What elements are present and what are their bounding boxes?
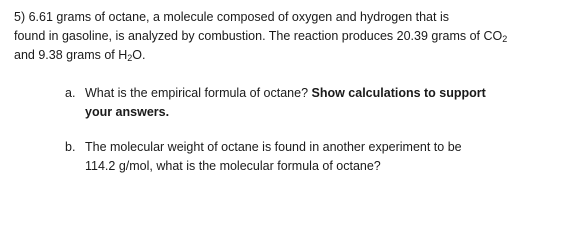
problem-line-2-text: found in gasoline, is analyzed by combustion. The reaction produces 20.39 grams of CO xyxy=(14,29,503,43)
problem-line-1 xyxy=(14,8,574,27)
part-b-letter: b. xyxy=(65,140,76,154)
part-a-letter: a. xyxy=(65,86,76,100)
problem-line-2 xyxy=(14,27,574,46)
part-b-line-2: 114.2 g/mol, what is the molecular formula of octane? xyxy=(85,159,381,173)
part-a-body xyxy=(85,84,565,122)
problem-line-1-text: 5) 6.61 grams of octane, a molecule composed of oxygen and hydrogen that is xyxy=(14,10,449,24)
problem-statement xyxy=(14,8,574,65)
part-a-question: What is the empirical formula of octane? xyxy=(85,86,312,100)
part-b xyxy=(65,138,565,176)
co2-subscript: 2 xyxy=(502,34,508,44)
part-a xyxy=(65,84,565,122)
part-a-instruction-cont: your answers. xyxy=(85,105,170,119)
problem-line-3-end: O. xyxy=(132,48,146,62)
part-b-body xyxy=(85,138,565,176)
part-b-line-1: The molecular weight of octane is found in another experiment to be xyxy=(85,140,462,154)
part-a-instruction: Show calculations to support xyxy=(311,86,486,100)
problem-line-3 xyxy=(14,46,574,65)
h2o-subscript: 2 xyxy=(127,53,133,63)
problem-line-3-text: and 9.38 grams of H xyxy=(14,48,128,62)
